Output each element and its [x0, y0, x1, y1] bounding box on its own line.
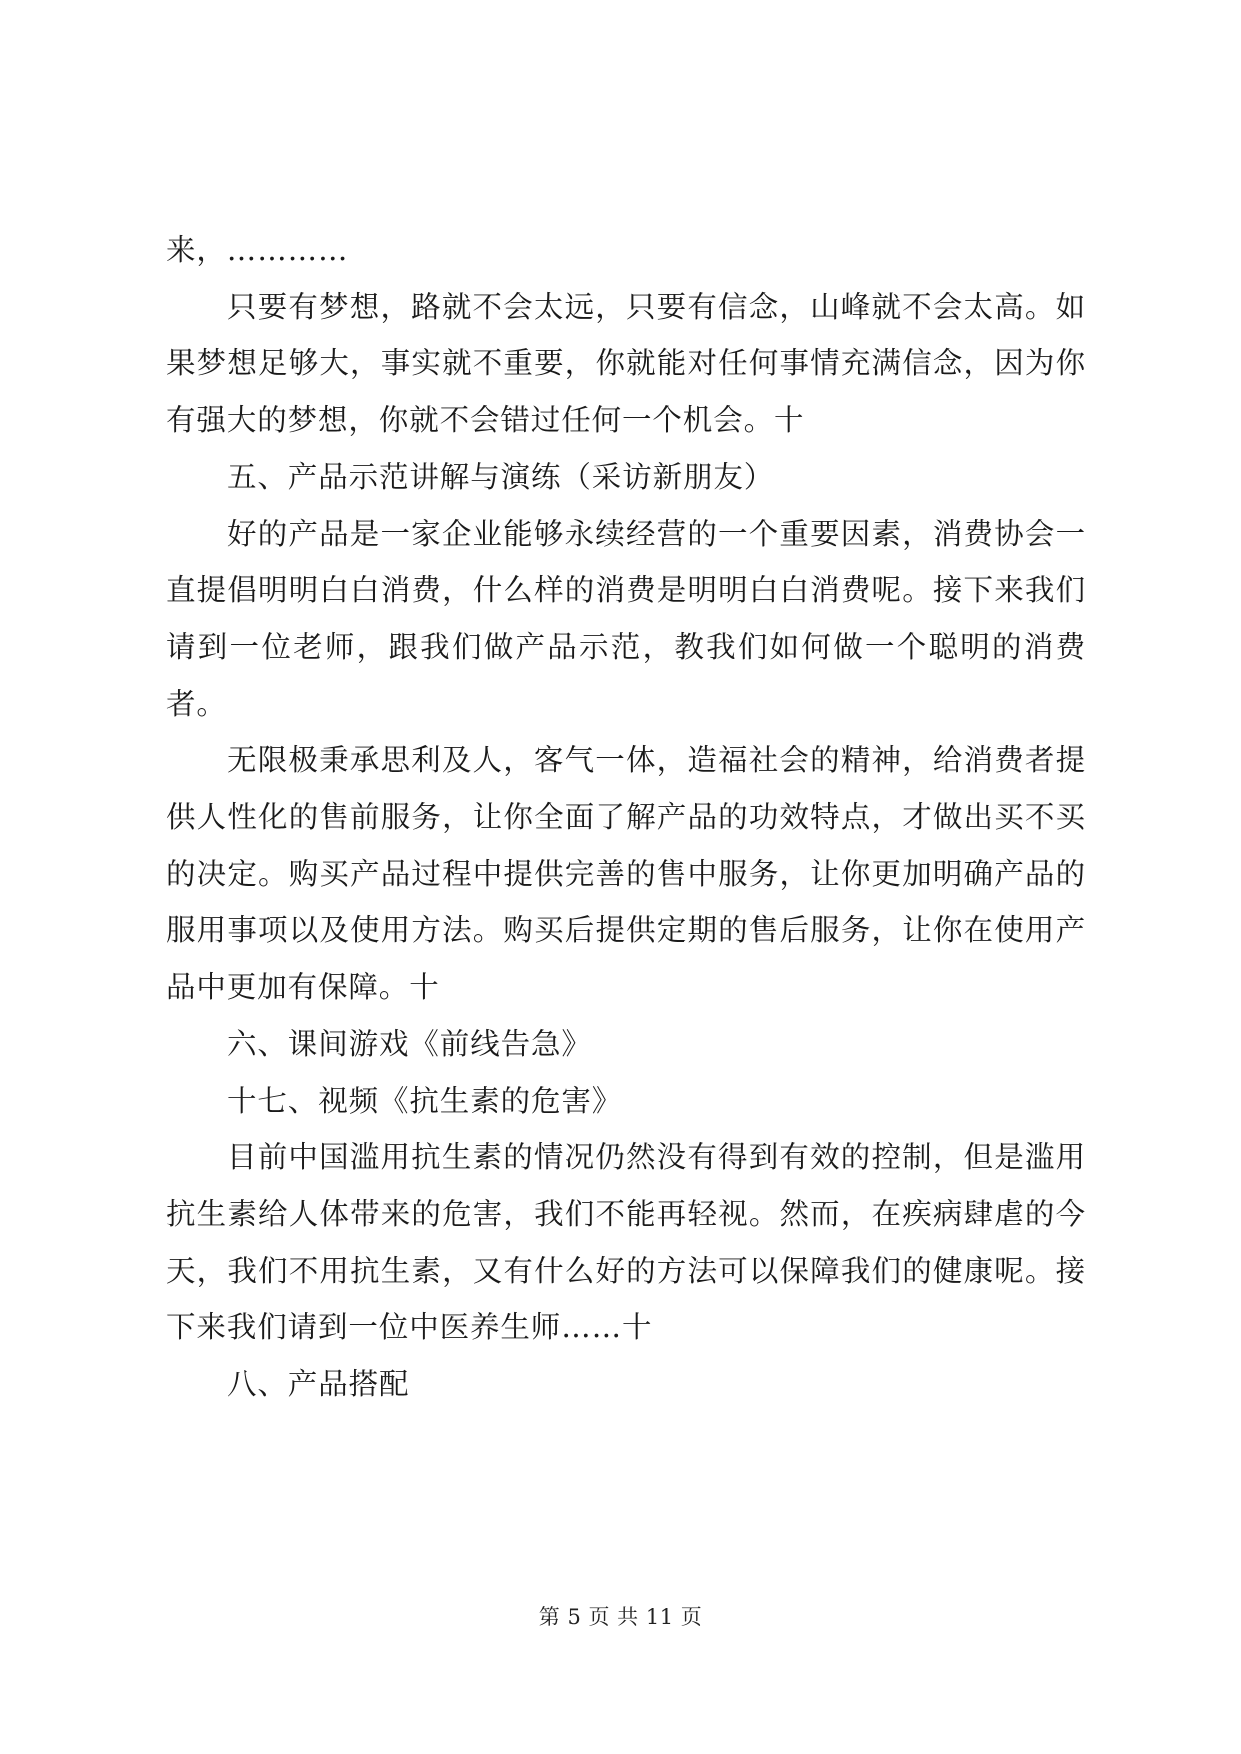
section-heading-17: 十七、视频《抗生素的危害》 [227, 1083, 623, 1118]
page-body [166, 222, 1086, 1413]
paragraph-antibiotics: 目前中国滥用抗生素的情况仍然没有得到有效的控制，但是滥用抗生素给人体带来的危害，我们不能再轻视。然而，在疾病肆虐的今天，我们不用抗生素，又有什么好的方法可以保障我们的健康呢。接下来我们请到一位中医养生师……十 [166, 1140, 1086, 1345]
paragraph-dream: 只要有梦想，路就不会太远，只要有信念，山峰就不会太高。如果梦想足够大，事实就不重要，你就能对任何事情充满信念，因为你有强大的梦想，你就不会错过任何一个机会。十 [166, 289, 1086, 438]
paragraph-service: 无限极秉承思利及人，客气一体，造福社会的精神，给消费者提供人性化的售前服务，让你全面了解产品的功效特点，才做出买不买的决定。购买产品过程中提供完善的售中服务，让你更加明确产品的服用事项以及使用方法。购买后提供定期的售后服务，让你在使用产品中更加有保障。十 [166, 743, 1086, 1005]
section-heading-5: 五、产品示范讲解与演练（采访新朋友） [227, 459, 775, 494]
section-heading-8: 八、产品搭配 [227, 1367, 410, 1402]
paragraph-product: 好的产品是一家企业能够永续经营的一个重要因素，消费协会一直提倡明明白白消费，什么样的消费是明明白白消费呢。接下来我们请到一位老师，跟我们做产品示范，教我们如何做一个聪明的消费者。 [166, 516, 1086, 721]
section-heading-6: 六、课间游戏《前线告急》 [227, 1026, 592, 1061]
paragraph-continuation: 来，………… [166, 233, 349, 267]
page-number-footer: 第 5 页 共 11 页 [538, 1605, 703, 1629]
